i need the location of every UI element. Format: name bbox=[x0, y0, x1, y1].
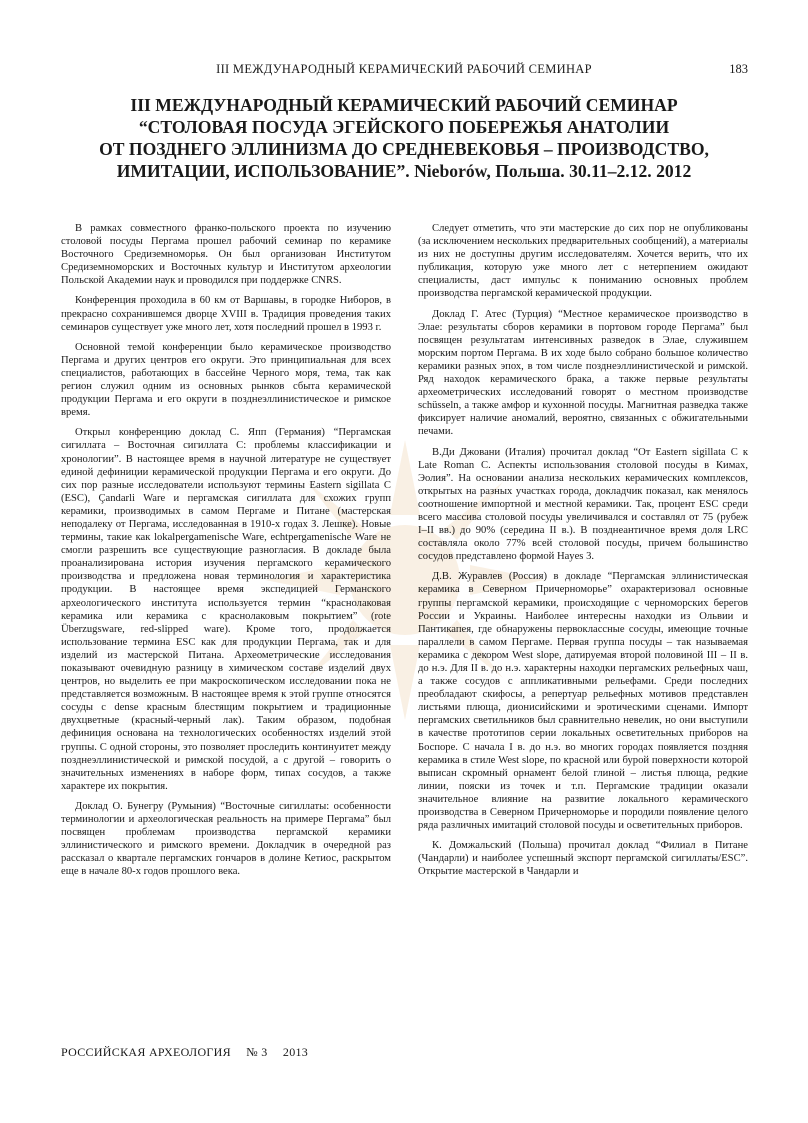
article-title bbox=[40, 94, 768, 182]
paragraph: В рамках совместного франко-польского проекта по изучению столовой посуды Пергама прошел рабочий семинар по керамике Восточного Средиземноморья. Он был организован Институтом Средиземноморских и Восточных культур и Институтом археологии Польской Академии наук и проводился при поддержке CNRS. bbox=[61, 223, 391, 287]
paragraph: Д.В. Журавлев (Россия) в докладе “Пергамская эллинистическая керамика в Северном Причерноморье” охарактеризовал основные группы пергамской керамики, происходящие с черноморских берегов России и Украины. Наиболее интересны находки из Ольвии и Пантикапея, где обнаружены первоклассные сосуды, имеющие точные параллели в самом Пергаме. Первая группа посуды – так называемая керамика с декором West slope, датируемая второй половиной III – II в. до н.э. Для II в. до н.э. характерны находки пергамских рельефных чаш, а также сосудов с аппликативными рельефами. Среди последних преобладают скифосы, а репертуар рельефных мотивов представлен листьями плюща, дионисийскими и эротическими сценами. Импорт пергамских светильников был сравнительно невелик, но они выступили в качестве прототипов серии локальных осветительных приборов на Боспоре. С начала I в. до н.э. во многих городах появляется поздняя керамика в стиле West slope, по красной или бурой поверхности которой выписан скромный орнамент белой глиной – листья плюща, редкие линии, пояски из точек и т.п. Пергамские традиции оказали значительное влияние на развитие локального керамического производства в Северном Причерноморье и породили появление целого ряда различных имитаций столовой посуды и осветительных приборов. bbox=[418, 571, 748, 832]
journal-name: РОССИЙСКАЯ АРХЕОЛОГИЯ bbox=[61, 1045, 231, 1059]
paragraph: Конференция проходила в 60 км от Варшавы, в городке Ниборов, в прекрасно сохранившемся дворце XVIII в. Традиция проведения таких семинаров существует уже много лет, хотя последний прошел в 1993 г. bbox=[61, 295, 391, 333]
right-column bbox=[418, 222, 748, 886]
issue-number: № 3 bbox=[246, 1045, 268, 1059]
paragraph: Основной темой конференции было керамическое производство Пергама и других центров его округи. Это принципиальная для всех специалистов, работающих в бассейне Черного моря, тема, так как регион служил одним из основных рынков сбыта керамической продукции Пергама и его округи в позднеэллинистическое и римское время. bbox=[61, 341, 391, 419]
paragraph: В.Ди Джовани (Италия) прочитал доклад “От Eastern sigillata C к Late Roman C. Аспекты использования столовой посуды в Кимах, Эолия”. На основании анализа нескольких керамических комплексов, открытых на разных участках города, докладчик показал, как менялось соотношение импортной и местной керамики. Так, процент ESC среди всего массива столовой посуды увеличивался и составлял от 75 (рубеж I–II вв.) до 90% (середина II в.). В позднеантичное время доля LRC составляла около 77% всей столовой посуды, причем большинство сосудов представлено формой Hayes 3. bbox=[418, 446, 748, 563]
running-title: III МЕЖДУНАРОДНЫЙ КЕРАМИЧЕСКИЙ РАБОЧИЙ СЕМИНАР bbox=[216, 62, 592, 76]
title-line-3: ОТ ПОЗДНЕГО ЭЛЛИНИЗМА ДО СРЕДНЕВЕКОВЬЯ – ПРОИЗВОДСТВО, bbox=[99, 139, 709, 159]
paragraph: Доклад О. Бунегру (Румыния) “Восточные сигиллаты: особенности терминологии и археологическая реальность на примере Пергама” был посвящен проблемам производства пергамской керамики эллинистического и римского времени. Докладчик в очередной раз рассказал о квартале пергамских гончаров в долине Кетиос, раскрытом еще в начале 80-х годов прошлого века. bbox=[61, 800, 391, 878]
title-line-4: ИМИТАЦИИ, ИСПОЛЬЗОВАНИЕ”. Nieborów, Польша. 30.11–2.12. 2012 bbox=[116, 161, 692, 181]
title-line-2: “СТОЛОВАЯ ПОСУДА ЭГЕЙСКОГО ПОБЕРЕЖЬЯ АНАТОЛИИ bbox=[138, 117, 670, 137]
running-header bbox=[60, 62, 748, 78]
left-column bbox=[61, 222, 391, 886]
paragraph: Открыл конференцию доклад С. Япп (Германия) “Пергамская сигиллата – Восточная сигиллата С: проблемы классификации и хронологии”. В настоящее время в научной литературе не существует единой дефиниции керамической продукции Пергама и его округи. До сих пор разные исследователи используют термины Eastern sigillata C (ESC), Çandarli Ware и пергамская сигиллата для схожих групп керамики, производимых в самом Пергаме и Питане (мастерская неподалеку от Пергама, исследованная в 1910-х годах З. Лешке). Новые термины, такие как lokalpergamenische Ware, echtpergamenische Ware не смогли разрешить все существующие разногласия. В докладе была проанализирована история изучения пергамского керамического производства и предложена новая терминология и характеристика продукции. В настоящее время экспедицией Германского археологического института используется термин “краснолаковая керамика или керамика с краснолаковым покрытием” (rote Überzugsware, red-slipped ware). Кроме того, продолжается использование термина ESC как для продукции Пергама, так и для изделий из мастерской Питана. Археометрические исследования показывают очевидную разницу в химическом составе изделий двух центров, но выделить ее при макроскопическом исследовании пока не представляется возможным. В настоящее время к этой группе относятся сосуды с dense красным блестящим покрытием и традиционные двухцветные (красный-черный лак). Таким образом, подобная дефиниция основана на технологических особенностях изделий этой группы. С одной стороны, это позволяет проследить континуитет между позднеэллинистической и римской посудой, а с другой – говорить о значительных изменениях в наборе форм, типах сосудов, а также характере их покрытия. bbox=[61, 427, 391, 792]
page-number: 183 bbox=[729, 62, 748, 76]
title-line-1: III МЕЖДУНАРОДНЫЙ КЕРАМИЧЕСКИЙ РАБОЧИЙ СЕМИНАР bbox=[130, 95, 678, 115]
page-footer bbox=[61, 1045, 320, 1060]
paragraph: Следует отметить, что эти мастерские до сих пор не опубликованы (за исключением нескольких предварительных сообщений), а материалы из них не доступны другим исследователям. Хочется верить, что их публикация, которую уже много лет с нетерпением ожидают специалисты, даст импульс к пониманию основных проблем производства пергамской керамической продукции. bbox=[418, 223, 748, 300]
paragraph: Доклад Г. Атес (Турция) “Местное керамическое производство в Элае: результаты сборов керамики в портовом городе Пергама” был посвящен результатам интенсивных разведок в Элае, служившем морским портом Пергама. В их ходе было собрано большое количество керамики разных эпох, в том числе позднеэллинистической и римской. Ряд находок керамического брака, а также первые результаты археометрических исследований говорят о местном производстве schüsseln, а также амфор и кухонной посуды. Магнитная разведка также фиксирует наличие аномалий, вероятно, связанных с обжигательными печами. bbox=[418, 308, 748, 438]
publication-year: 2013 bbox=[282, 1045, 309, 1059]
paragraph: К. Домжальский (Польша) прочитал доклад “Филиал в Питане (Чандарли) и наиболее успешный экспорт пергамской сигиллаты/ESC”. Открытие мастерской в Чандарли и bbox=[418, 840, 748, 878]
